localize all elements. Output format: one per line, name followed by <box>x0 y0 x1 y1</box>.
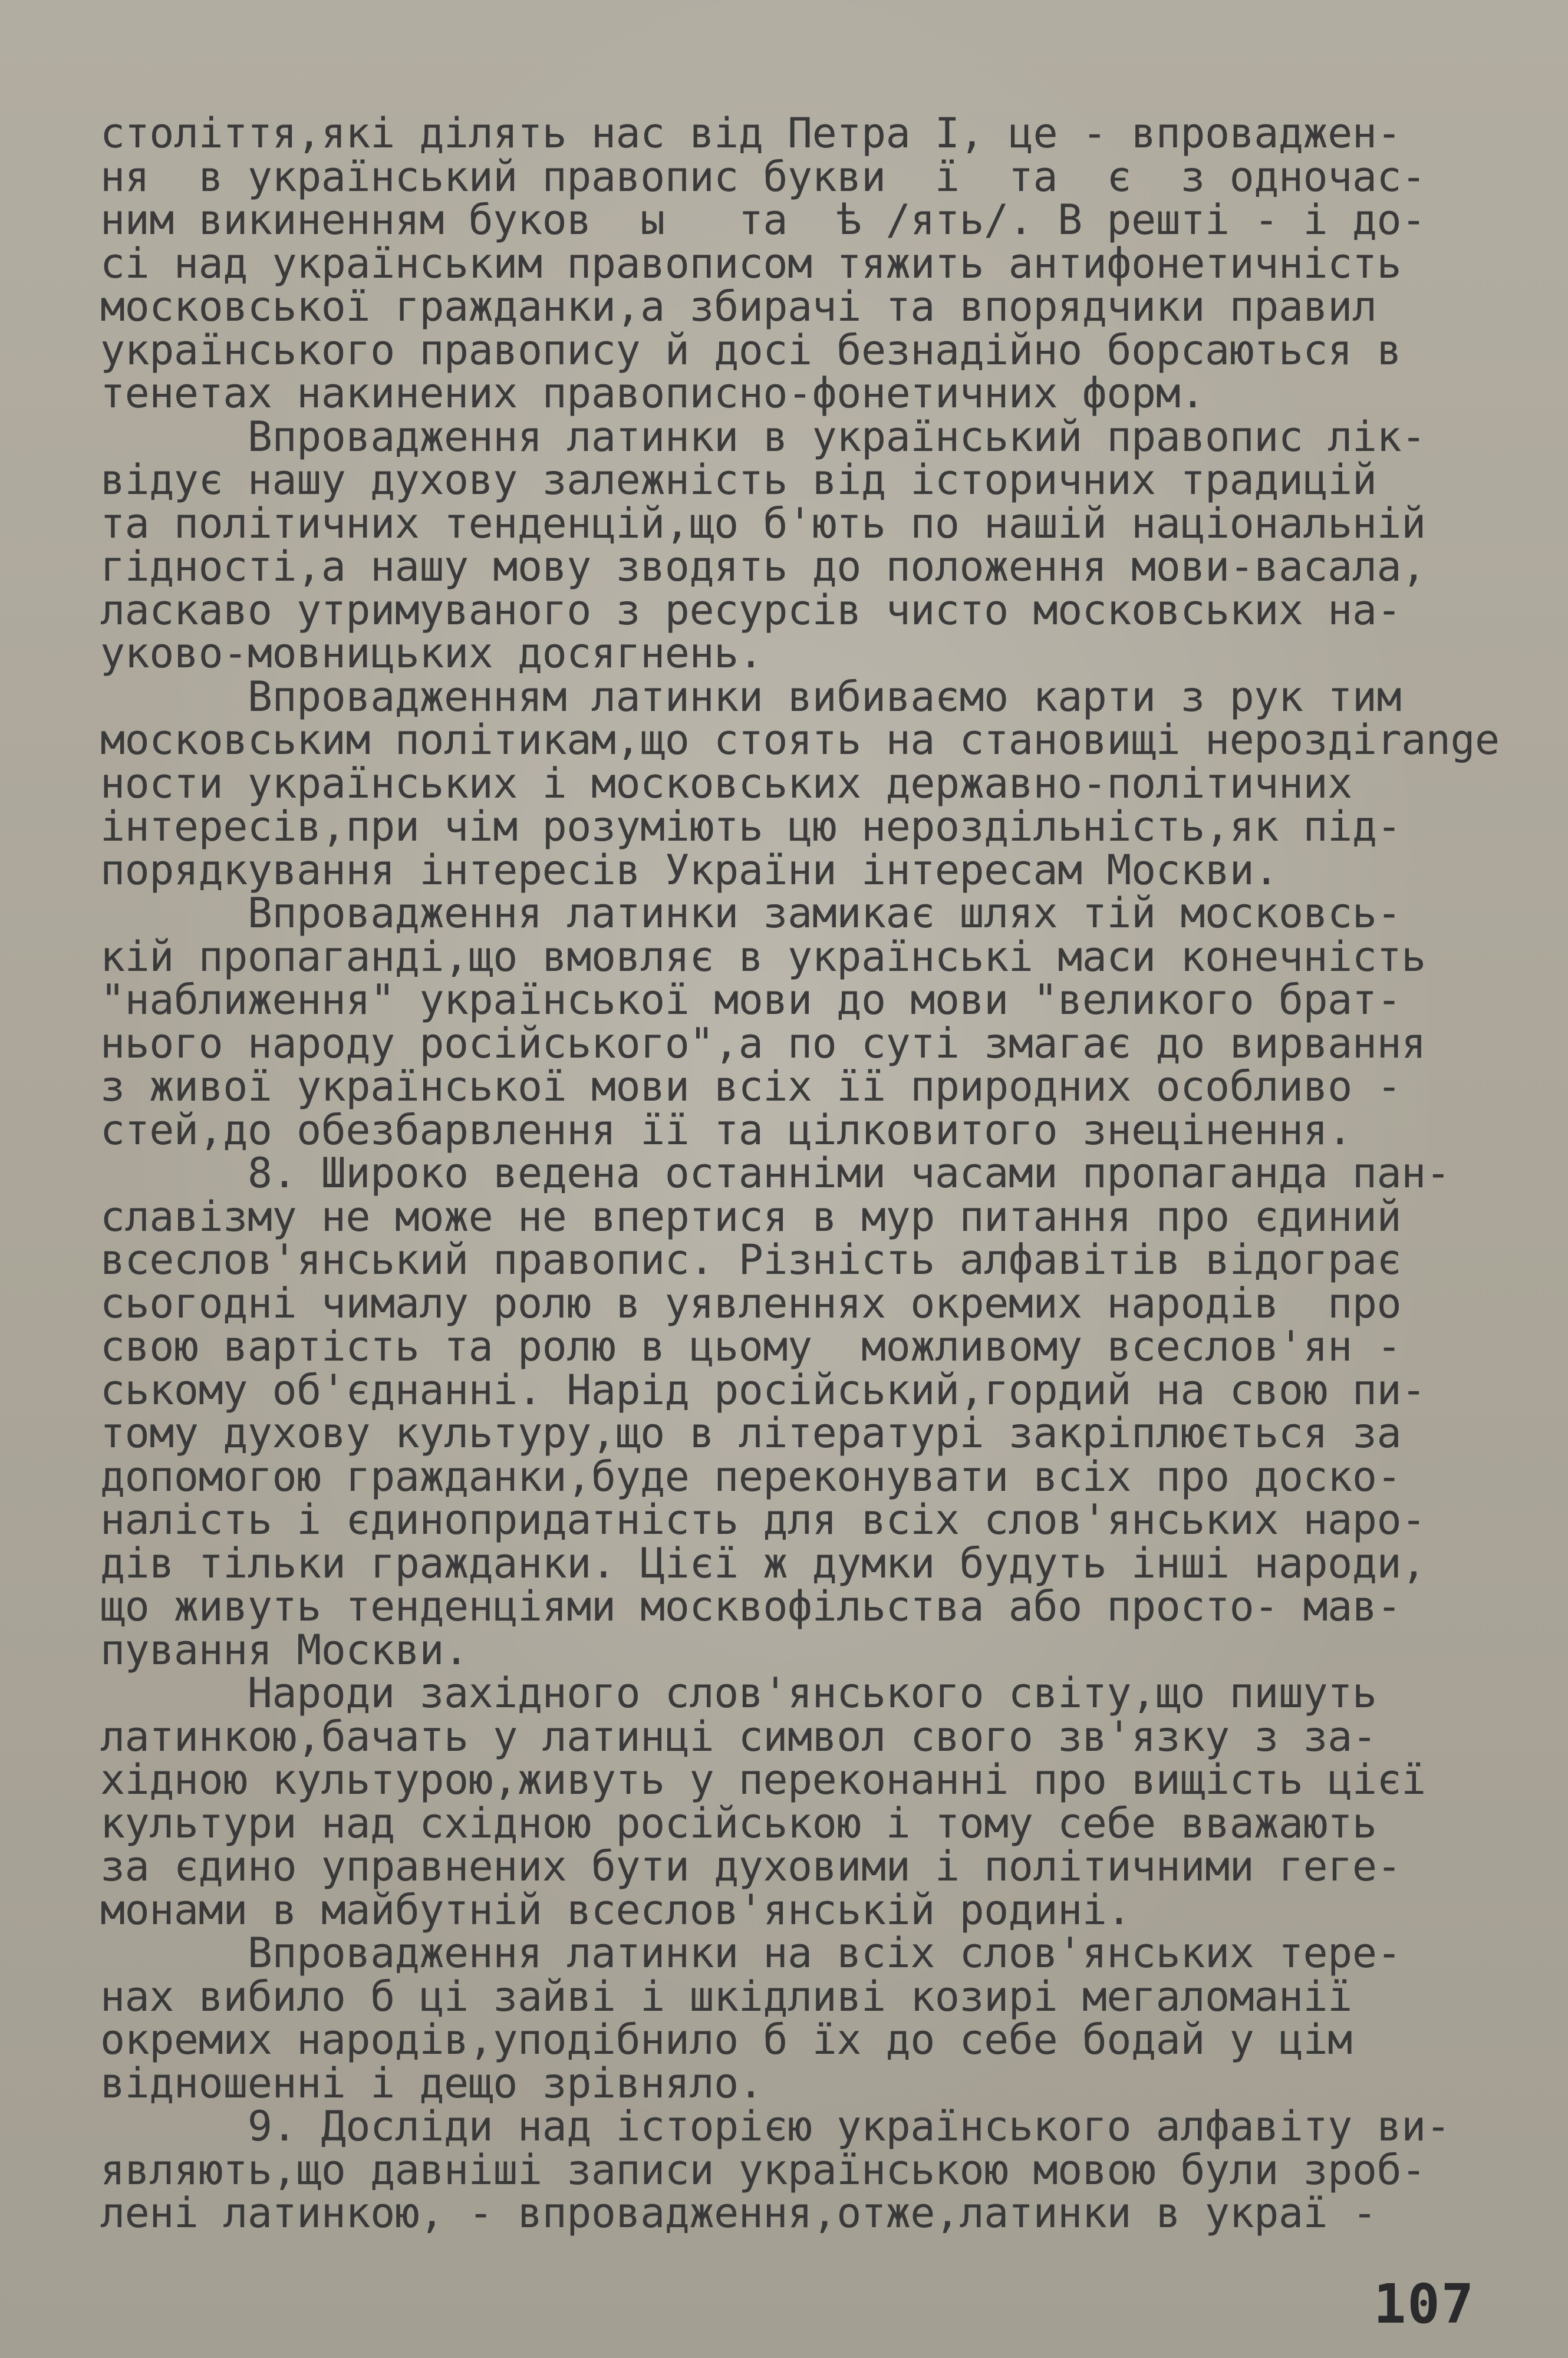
text-line: славізму не може не впертися в мур питання про єдиний <box>100 1192 1402 1241</box>
text-line: Народи західного слов'янського світу,що пишуть <box>100 1669 1377 1717</box>
text-line: всеслов'янський правопис. Різність алфавітів відограє <box>100 1236 1402 1284</box>
text-line: нього народу російського",а по суті змагає до вирвання <box>100 1019 1426 1068</box>
text-line: Впровадженням латинки вибиваємо карти з рук тим <box>100 672 1402 721</box>
text-line: Впровадження латинки на всіх слов'янських тере- <box>100 1929 1402 1977</box>
page-number: 107 <box>1373 2273 1475 2336</box>
body-text <box>100 109 1500 2237</box>
text-line: за єдино управнених бути духовими і політичними геге- <box>100 1842 1402 1891</box>
text-line: являють,що давніші записи українською мовою були зроб- <box>100 2145 1426 2194</box>
text-line: тенетах накинених правописно-фонетичних форм. <box>100 369 1205 417</box>
text-line: що живуть тенденціями москвофільства або просто- мав- <box>100 1582 1402 1631</box>
text-line: ности українських і московських державно-політичних <box>100 759 1352 808</box>
text-line: культури над східною російською і тому себе вважають <box>100 1799 1377 1847</box>
text-line: 9. Досліди над історією українського алфавіту ви- <box>100 2102 1451 2150</box>
text-line: нах вибило б ці зайві і шкідливі козирі мегаломанії <box>100 1972 1352 2021</box>
text-line: допомогою гражданки,буде переконувати всіх про доско- <box>100 1452 1402 1501</box>
text-line: ласкаво утримуваного з ресурсів чисто московських на- <box>100 585 1402 634</box>
text-line: свою вартість та ролю в цьому можливому всеслов'ян - <box>100 1322 1402 1371</box>
text-line: пування Москви. <box>100 1625 469 1674</box>
text-line: латинкою,бачать у латинці символ свого зв'язку з за- <box>100 1712 1377 1761</box>
text-line: московським політикам,що стоять на становищі нероздіrange <box>100 716 1500 764</box>
text-line: та політичних тенденцій,що б'ють по нашій національній <box>100 499 1426 548</box>
text-line: монами в майбутній всеслов'янській родині. <box>100 1885 1132 1934</box>
text-line: "наближення" української мови до мови "великого брат- <box>100 976 1402 1024</box>
text-line: Впровадження латинки замикає шлях тій московсь- <box>100 889 1402 937</box>
text-line: інтересів,при чім розуміють цю нероздільність,як під- <box>100 802 1402 851</box>
text-line: українського правопису й досі безнадійно борсаються в <box>100 325 1402 374</box>
text-line: лені латинкою, - впровадження,отже,латинки в украї - <box>100 2189 1377 2237</box>
text-line: відношенні і дещо зрівняло. <box>100 2059 763 2107</box>
text-line: дів тільки гражданки. Цієї ж думки будуть інші народи, <box>100 1539 1426 1588</box>
text-line: ним викиненням буков ы та ѣ /ять/. В решті - і до- <box>100 196 1426 244</box>
text-line: сі над українським правописом тяжить антифонетичність <box>100 239 1402 288</box>
text-line: ня в український правопис букви ї та є з одночас- <box>100 152 1426 201</box>
text-line: налість і єдинопридатність для всіх слов'янських наро- <box>100 1496 1426 1544</box>
text-line: хідною культурою,живуть у переконанні про вищість цієї <box>100 1756 1426 1804</box>
text-line: ському об'єднанні. Нарід російський,гордий на свою пи- <box>100 1365 1426 1414</box>
text-line: уково-мовницьких досягнень. <box>100 629 763 677</box>
text-line: століття,які ділять нас від Петра I, це - впроваджен- <box>100 109 1402 157</box>
text-line: гідності,а нашу мову зводять до положення мови-васала, <box>100 542 1426 591</box>
text-line: з живої української мови всіх її природних особливо - <box>100 1062 1402 1111</box>
text-line: кій пропаганді,що вмовляє в українські маси конечність <box>100 932 1426 981</box>
text-line: тому духову культуру,що в літературі закріплюється за <box>100 1409 1402 1457</box>
text-line: сьогодні чималу ролю в уявленнях окремих народів про <box>100 1279 1402 1328</box>
text-line: Впровадження латинки в український правопис лік- <box>100 412 1426 461</box>
text-line: стей,до обезбарвлення її та цілковитого знецінення. <box>100 1105 1352 1154</box>
text-line: відує нашу духову залежність від історичних традицій <box>100 456 1377 504</box>
text-line: окремих народів,уподібнило б їх до себе бодай у цім <box>100 2016 1352 2064</box>
text-line: московської гражданки,а збирачі та впорядчики правил <box>100 282 1377 331</box>
text-line: порядкування інтересів України інтересам Москви. <box>100 845 1279 894</box>
text-line: 8. Широко ведена останніми часами пропаганда пан- <box>100 1149 1451 1197</box>
